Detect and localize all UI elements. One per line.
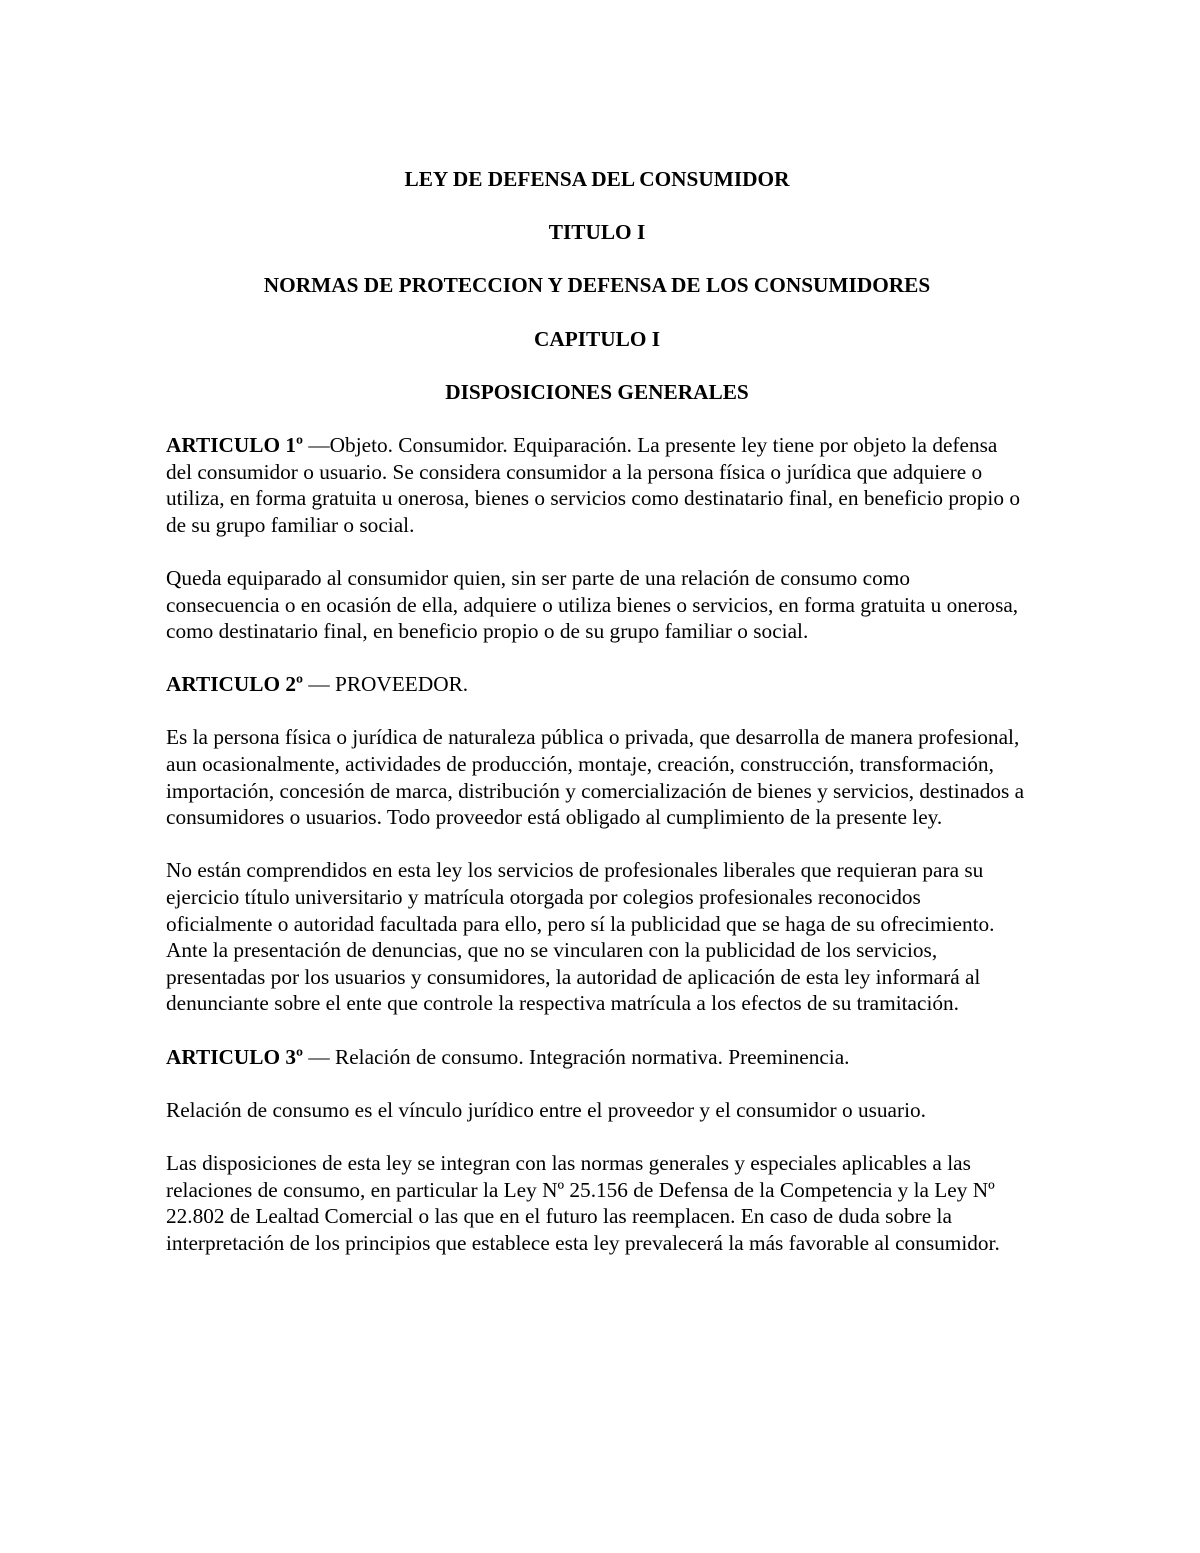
- article-3-paragraph-1: Relación de consumo es el vínculo jurídico entre el proveedor y el consumidor o usuario.: [166, 1097, 926, 1122]
- titulo-heading: TITULO I: [548, 220, 646, 245]
- article-3-heading-paragraph: [166, 1044, 1028, 1071]
- document-title: LEY DE DEFENSA DEL CONSUMIDOR: [404, 167, 790, 191]
- article-3-heading-text: — Relación de consumo. Integración normativa. Preeminencia.: [303, 1044, 850, 1069]
- capitulo-heading: CAPITULO I: [533, 326, 661, 351]
- article-2-label: ARTICULO 2º: [166, 672, 304, 697]
- article-2-paragraph-1: Es la persona física o jurídica de naturaleza pública o privada, que desarrolla de manera profesional, aun ocasionalmente, actividades de producción, montaje, creación, construcción, transformación, importación, concesión de marca, distribución y comercialización de bienes y servicios, destinados a consumidores o usuarios. Todo proveedor está obligado al cumplimiento de la presente ley.: [166, 725, 1025, 830]
- article-2-paragraph-2: No están comprendidos en esta ley los servicios de profesionales liberales que requieran para su ejercicio título universitario y matrícula otorgada por colegios profesionales reconocidos oficialmente o autoridad facultada para ello, pero sí la publicidad que se haga de su ofrecimiento. Ante la presentación de denuncias, que no se vincularen con la publicidad de los servicios, presentadas por los usuarios y consumidores, la autoridad de aplicación de esta ley informará al denunciante sobre el ente que controle la respectiva matrícula a los efectos de su tramitación.: [166, 858, 995, 1016]
- article-1-paragraph-1: Queda equiparado al consumidor quien, sin ser parte de una relación de consumo como consecuencia o en ocasión de ella, adquiere o utiliza bienes o servicios, en forma gratuita u onerosa, como destinatario final, en beneficio propio o de su grupo familiar o social.: [166, 565, 1019, 644]
- article-1-heading-paragraph: [166, 432, 1028, 538]
- article-1-heading-text: —Objeto. Consumidor. Equiparación. La presente ley tiene por objeto la defensa del consumidor o usuario. Se considera consumidor a la persona física o jurídica que adquiere o utiliza, en forma gratuita u onerosa, bienes o servicios como destinatario final, en beneficio propio o de su grupo familiar o social.: [166, 432, 1020, 537]
- article-3-paragraph-2: Las disposiciones de esta ley se integran con las normas generales y especiales aplicables a las relaciones de consumo, en particular la Ley Nº 25.156 de Defensa de la Competencia y la Ley Nº 22.802 de Lealtad Comercial o las que en el futuro las reemplacen. En caso de duda sobre la interpretación de los principios que establece esta ley prevalecerá la más favorable al consumidor.: [166, 1150, 1000, 1255]
- capitulo-name-heading: DISPOSICIONES GENERALES: [445, 379, 749, 404]
- titulo-name-heading: NORMAS DE PROTECCION Y DEFENSA DE LOS CONSUMIDORES: [263, 273, 931, 298]
- article-2-heading-text: — PROVEEDOR.: [303, 672, 469, 697]
- article-1-label: ARTICULO 1º: [166, 432, 304, 457]
- article-3-label: ARTICULO 3º: [166, 1044, 304, 1069]
- document-body: [166, 166, 1028, 1256]
- article-2-heading-paragraph: [166, 671, 1028, 698]
